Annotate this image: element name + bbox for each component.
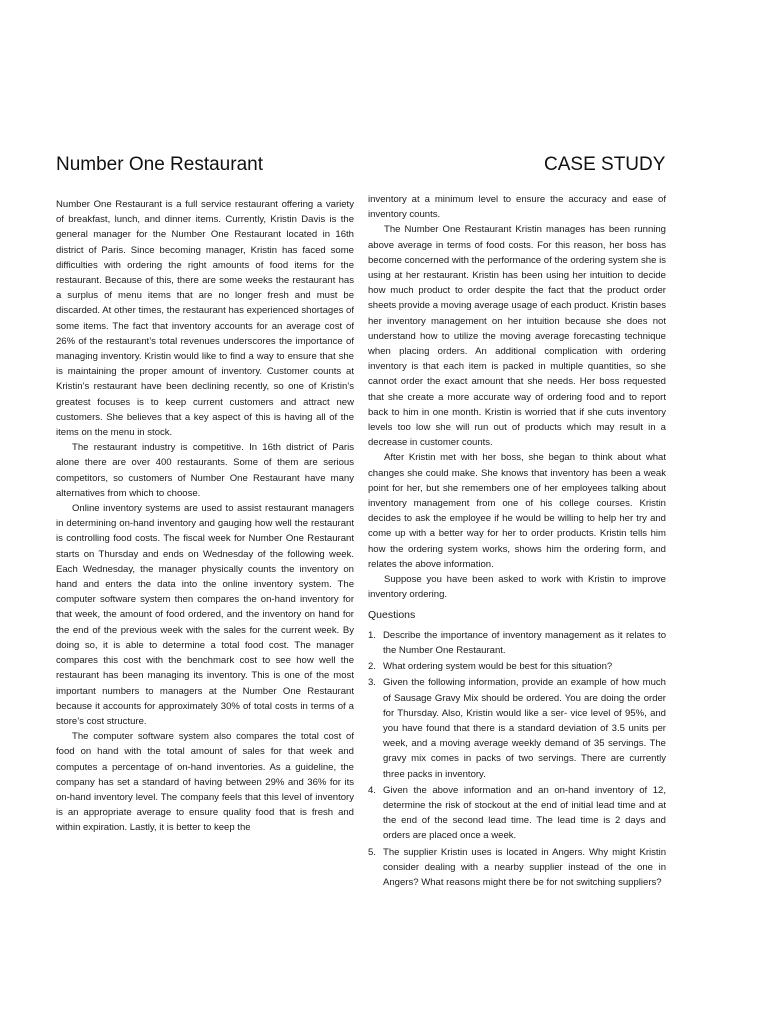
question-item: [368, 659, 666, 674]
continued-paragraph: inventory at a minimum level to ensure the accuracy and ease of inventory counts.: [368, 194, 666, 221]
software-paragraph: The computer software system also compares the total cost of food on hand with the total amount of sales for that week and computes a percentage of on-hand inventories. As a guideline, the company has set a standard of having between 29% and 36% for its on-hand inventory level. The company feels that this level of inventory is an appropriate average to ensure quality food that is fresh and within expiration. Lastly, it is better to keep the: [56, 731, 354, 834]
question-text: Describe the importance of inventory management as it relates to the Number One Restaurant.: [383, 629, 666, 656]
right-column: [368, 192, 666, 891]
question-number: 1.: [368, 629, 376, 641]
question-text: The supplier Kristin uses is located in Angers. Why might Kristin consider dealing with a nearby supplier instead of the one in Angers? What reasons might there be for not switching suppliers?: [383, 846, 666, 888]
question-number: 5.: [368, 846, 376, 858]
after-meeting-paragraph: After Kristin met with her boss, she began to think about what changes she could make. She knows that inventory has been a weak point for her, but she remembers one of her employees talking about inventory management from one of his college courses. Kristin decides to ask the employee if he would be willing to help her try and come up with a better way for her to order products. Kristin tells him how the ordering system works, shows him the ordering form, and relates the above information.: [368, 452, 666, 570]
question-text: What ordering system would be best for this situation?: [383, 661, 613, 673]
questions-heading: Questions: [368, 609, 416, 622]
question-number: 3.: [368, 677, 376, 689]
question-text: Given the above information and an on-hand inventory of 12, determine the risk of stockout at the end of initial lead time and at the end of the second lead time. The lead time is 2 days and orders are placed once a week.: [383, 784, 666, 842]
inventory-systems-paragraph: Online inventory systems are used to assist restaurant managers in determining on-hand inventory and gauging how well the restaurant is controlling food costs. The fiscal week for Number One Restaurant starts on Thursday and ends on Wednesday of the following week. Each Wednesday, the manager physically counts the inventory on hand and enters the data into the online inventory system. The computer software system then compares the on-hand inventory for that week, the amount of food ordered, and the inventory on hand for the end of the previous week with the sales for the current week. By doing so, it is able to determine a total food cost. The manager compares this cost with the benchmark cost to see how well the restaurant has been managing its inventory. This is one of the most important numbers to managers at the Number One Restaurant because it accounts for approximately 30% of total costs in terms of a store’s cost structure.: [56, 503, 354, 727]
restaurant-title: Number One Restaurant: [56, 154, 263, 175]
left-column: [56, 197, 354, 836]
question-number: 4.: [368, 784, 376, 796]
question-item: [368, 783, 666, 844]
question-text: Given the following information, provide an example of how much of Sausage Gravy Mix should be ordered. You are doing the order for Thursday. Also, Kristin would like a ser- vice level of 95%, and you have found that there is a standard deviation of 3.5 units per week, and a moving average weekly demand of 35 servings. The gravy mix comes in packs of two servings. There are currently three packs in inventory.: [383, 677, 666, 780]
question-item: [368, 628, 666, 658]
question-item: [368, 845, 666, 891]
question-number: 2.: [368, 661, 376, 673]
intro-paragraph: Number One Restaurant is a full service restaurant offering a variety of breakfast, lunch, and dinner items. Currently, Kristin Davis is the general manager for the Number One Restaurant located in 16th district of Paris. Since becoming manager, Kristin has faced some difficulties with ordering the right amounts of food items for the restaurant. Because of this, there are some weeks the restaurant has a surplus of menu items that are no longer fresh and must be discarded. At other times, the restaurant has experienced shortages of some items. The fact that inventory accounts for an average cost of 26% of the restaurant’s total revenues underscores the importance of managing inventory. Kristin would like to find a way to ensure that she is maintaining the proper amount of inventory. Customer counts at Kristin’s restaurant have been declining recently, so one of Kristin’s greatest focuses is to keep current customers and attract new customers. She believes that a key aspect of this is having all of the items on the menu in stock.: [56, 199, 354, 439]
questions-list: [368, 628, 666, 890]
industry-paragraph: The restaurant industry is competitive. In 16th district of Paris alone there are over 400 restaurants. Some of them are serious competitors, so customers of Number One Restaurant have many alternatives from which to choose.: [56, 442, 354, 499]
food-costs-paragraph: The Number One Restaurant Kristin manages has been running above average in terms of food costs. For this reason, her boss has become concerned with the performance of the ordering system she is using at her restaurant. Kristin has been using her intuition to decide how much product to order despite the fact that the product order sheets provide a moving average usage of each product. Kristin bases her inventory management on her intuition because she does not understand how to utilize the moving average forecasting technique when placing orders. An additional complication with ordering inventory is that each item is packed in multiple quantities, so she cannot order the exact amount that she needs. Her boss requested that she create a more accurate way of ordering food and to report back to him in one month. Kristin is worried that if she cuts inventory levels too low she will run out of products which may result in a decrease in customer counts.: [368, 224, 666, 449]
suppose-paragraph: Suppose you have been asked to work with Kristin to improve inventory ordering.: [368, 574, 666, 601]
question-item: [368, 675, 666, 781]
case-study-title: CASE STUDY: [544, 154, 666, 175]
